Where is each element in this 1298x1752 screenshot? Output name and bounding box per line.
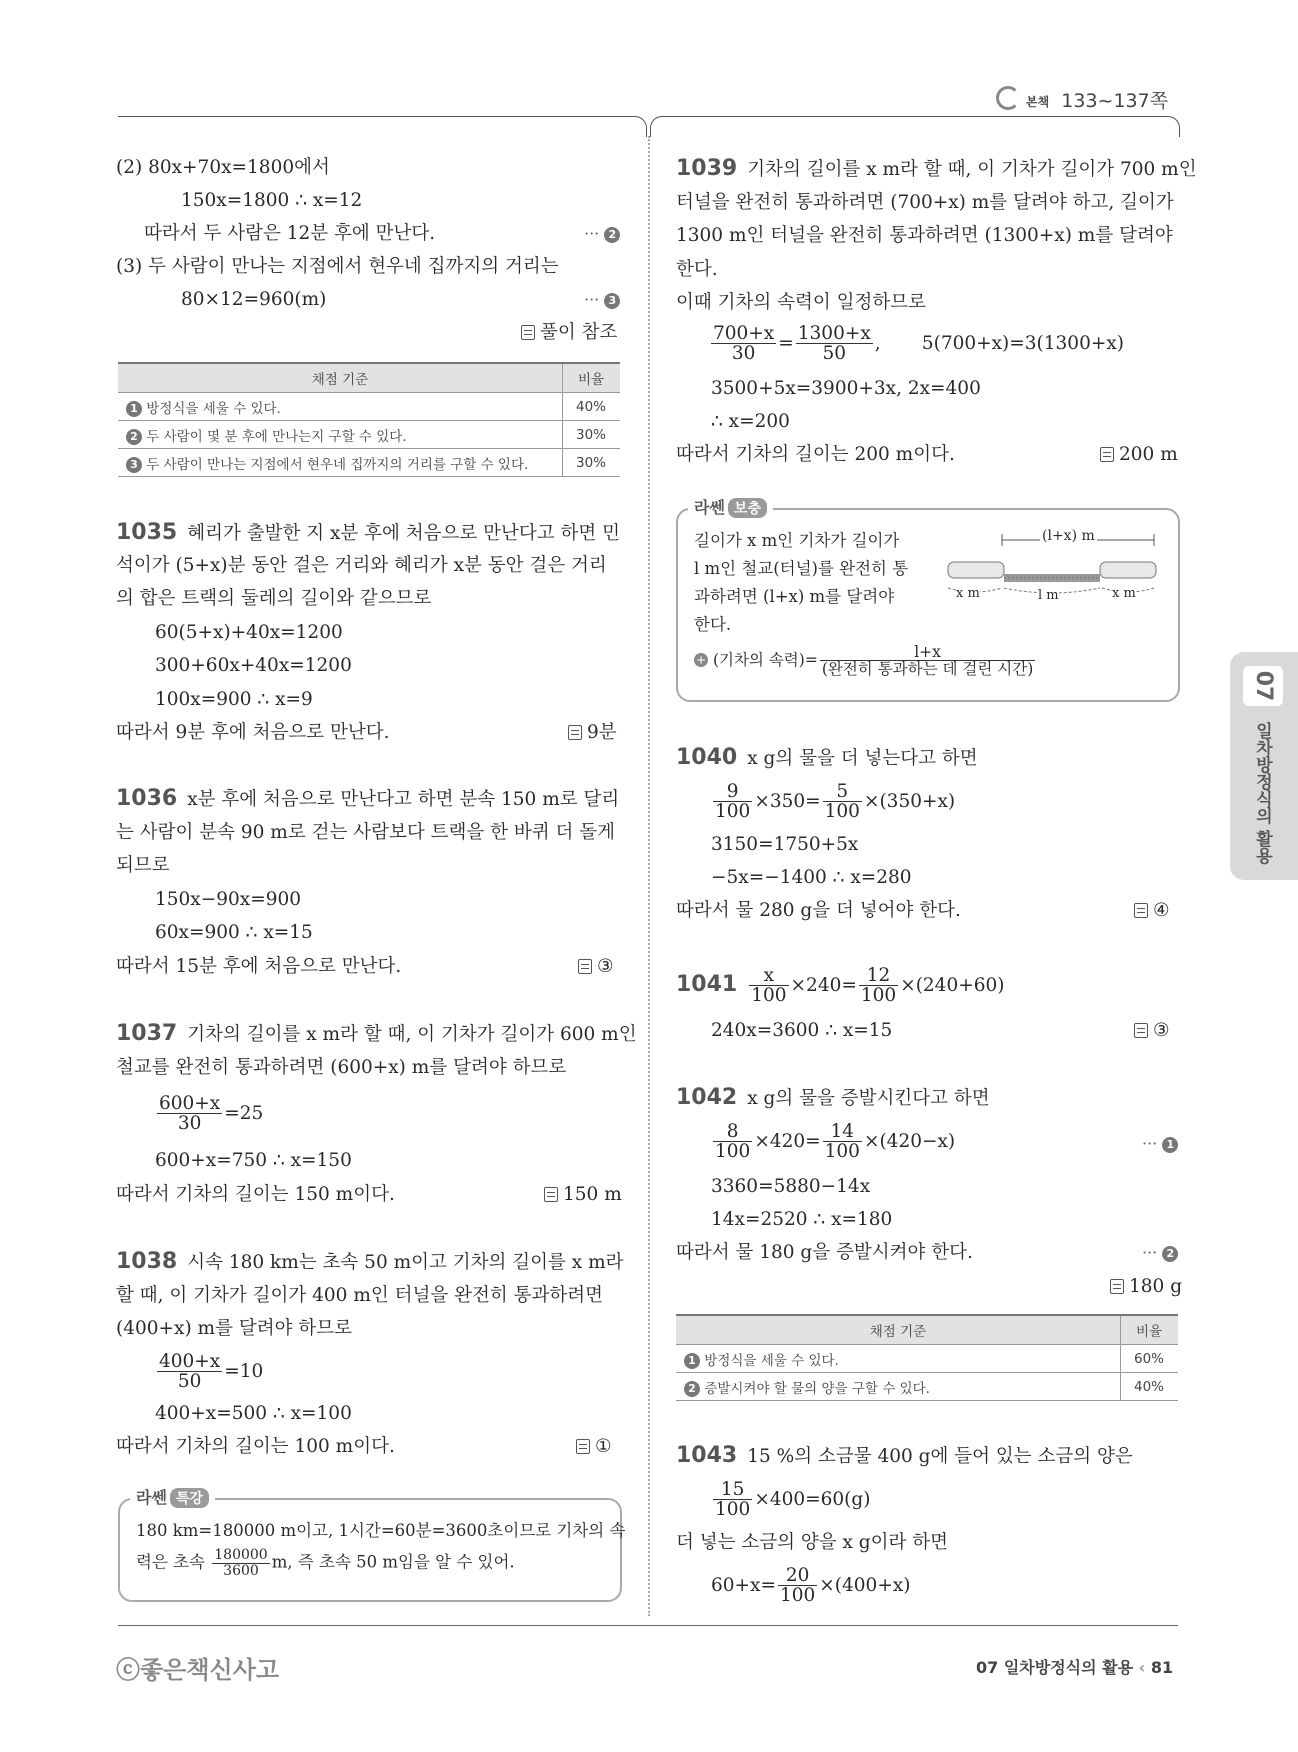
- problem-1037: 1037 기차의 길이를 x m라 할 때, 이 기차가 길이가 600 m인: [116, 1021, 637, 1046]
- equation: 60(5+x)+40x=1200: [155, 622, 343, 643]
- fraction: $\frac{400+x}{50}$: [159, 1351, 221, 1393]
- step-marker: ··· 2: [584, 224, 620, 243]
- answer: ③: [578, 954, 614, 980]
- grading-table: [676, 1314, 1178, 1401]
- tip-badge: 특강: [170, 1488, 209, 1508]
- answer: ③: [1134, 1018, 1170, 1044]
- answer-icon: [1100, 447, 1114, 462]
- equation: 3500+5x=3900+3x, 2x=400: [711, 378, 981, 399]
- grading-table: [118, 362, 620, 477]
- equation: 240x=3600 ∴ x=15: [711, 1020, 893, 1041]
- fraction: $\frac{1300+x}{50}$: [797, 323, 871, 365]
- answer: 200 m: [1100, 442, 1178, 468]
- line: (2) 80x+70x=1800에서: [116, 157, 330, 178]
- diagram-label-train: x m: [956, 586, 980, 601]
- line: 철교를 완전히 통과하려면 (600+x) m를 달려야 하므로: [116, 1057, 567, 1078]
- equation: 150x−90x=900: [155, 889, 302, 910]
- tip-line: l m인 철교(터널)를 완전히 통: [694, 559, 909, 578]
- diagram-label-bridge: l m: [1038, 588, 1059, 603]
- equation: $\frac{600+x}{30}$ =25: [159, 1093, 264, 1135]
- table-row: 3 두 사람이 만나는 지점에서 현우네 집까지의 거리를 구할 수 있다. 30%: [118, 449, 620, 477]
- equation: 14x=2520 ∴ x=180: [711, 1209, 893, 1230]
- problem-1041: 1041 $\frac{x}{100}$ ×240= $\frac{12}{100}$ ×(240+60): [676, 965, 1005, 1007]
- book-label: 본책: [1026, 95, 1050, 109]
- problem-number: 1036: [116, 786, 178, 811]
- tip-line: 과하려면 (l+x) m를 달려야: [694, 587, 895, 606]
- problem-1035: 1035 혜리가 출발한 지 x분 후에 처음으로 만난다고 하면 민: [116, 520, 621, 545]
- conclusion: 따라서 기차의 길이는 150 m이다.: [116, 1184, 395, 1205]
- fraction: $\frac{x}{100}$: [751, 965, 787, 1007]
- answer: 풀이 참조: [521, 320, 617, 346]
- fraction: $\frac{5}{100}$: [824, 781, 860, 823]
- fraction: $\frac{9}{100}$: [715, 781, 751, 823]
- equation: 3360=5880−14x: [711, 1176, 871, 1197]
- conclusion: 따라서 물 280 g을 더 넣어야 한다.: [676, 900, 961, 921]
- page-header: [996, 86, 1168, 113]
- line: (3) 두 사람이 만나는 지점에서 현우네 집까지의 거리는: [116, 256, 559, 277]
- problem-number: 1035: [116, 520, 178, 545]
- table-row: 1 방정식을 세울 수 있다. 60%: [676, 1345, 1178, 1373]
- problem-number: 1039: [676, 156, 738, 181]
- line: 이때 기차의 속력이 일정하므로: [676, 292, 926, 313]
- conclusion: 따라서 15분 후에 처음으로 만난다.: [116, 956, 402, 977]
- answer-icon: [521, 325, 535, 340]
- problem-number: 1038: [116, 1249, 178, 1274]
- column-divider: [648, 136, 650, 1616]
- equation: 600+x=750 ∴ x=150: [155, 1150, 352, 1171]
- line: 더 넣는 소금의 양을 x g이라 하면: [676, 1532, 949, 1553]
- equation: 60+x= $\frac{20}{100}$ ×(400+x): [711, 1565, 911, 1607]
- table-row: 2 증발시켜야 할 물의 양을 구할 수 있다. 40%: [676, 1373, 1178, 1401]
- chevron-left-icon: ‹: [1138, 1658, 1146, 1677]
- fraction: $\frac{8}{100}$: [715, 1121, 751, 1163]
- conclusion: 따라서 기차의 길이는 100 m이다.: [116, 1436, 395, 1457]
- grading-header: 채점 기준: [676, 1315, 1121, 1345]
- line: 한다.: [676, 259, 718, 280]
- answer-icon: [576, 1439, 590, 1454]
- problem-1042: 1042 x g의 물을 증발시킨다고 하면: [676, 1085, 990, 1110]
- problem-number: 1041: [676, 971, 738, 997]
- page-range: 133~137쪽: [1061, 90, 1169, 112]
- conclusion: 따라서 물 180 g을 증발시켜야 한다.: [676, 1242, 973, 1263]
- equation: 80×12=960(m): [181, 289, 327, 310]
- tip-line: 길이가 x m인 기차가 길이가: [694, 531, 900, 550]
- fraction: $\frac{700+x}{30}$: [713, 323, 775, 365]
- line: 터널을 완전히 통과하려면 (700+x) m를 달려야 하고, 길이가: [676, 192, 1174, 213]
- equation: $\frac{400+x}{50}$ =10: [159, 1351, 264, 1393]
- ratio-header: 비율: [563, 363, 621, 393]
- publisher-logo: ⓒ좋은책신사고: [116, 1656, 280, 1684]
- equation: ∴ x=200: [711, 411, 790, 432]
- line: 1300 m인 터널을 완전히 통과하려면 (1300+x) m를 달려야: [676, 225, 1173, 246]
- equation: 400+x=500 ∴ x=100: [155, 1403, 352, 1424]
- table-row: 2 두 사람이 몇 분 후에 만나는지 구할 수 있다. 30%: [118, 421, 620, 449]
- problem-number: 1037: [116, 1021, 178, 1046]
- tip-badge: 보충: [728, 498, 767, 518]
- page-number: 81: [1150, 1658, 1174, 1677]
- problem-1039: 1039 기차의 길이를 x m라 할 때, 이 기차가 길이가 700 m인: [676, 156, 1197, 181]
- answer: 9분: [568, 720, 617, 746]
- line: 되므로: [116, 855, 170, 876]
- equation: $\frac{15}{100}$ ×400=60(g): [715, 1479, 871, 1521]
- refresh-arrow-icon: [996, 86, 1020, 110]
- equation: 300+60x+40x=1200: [155, 655, 352, 676]
- fraction: $\frac{l+x}{\text{(완전히 통과하는 데 걸린 시간)}}$: [821, 643, 1034, 679]
- line: 따라서 두 사람은 12분 후에 만난다.: [144, 223, 436, 244]
- conclusion: 따라서 9분 후에 처음으로 만난다.: [116, 722, 390, 743]
- tip-line: 180 km=180000 m이고, 1시간=60분=3600초이므로 기차의 속: [136, 1521, 626, 1540]
- line: 할 때, 이 기차가 길이가 400 m인 터널을 완전히 통과하려면: [116, 1285, 603, 1306]
- chapter-number: 07: [1243, 666, 1283, 706]
- tip-formula: + (기차의 속력)= $\frac{l+x}{\text{(완전히 통과하는 데 걸린 시간)}}$: [695, 643, 1034, 679]
- line: 의 합은 트랙의 둘레의 길이와 같으므로: [116, 588, 432, 609]
- tip-line: 한다.: [694, 615, 732, 634]
- fraction: $\frac{14}{100}$: [824, 1121, 860, 1163]
- answer-icon: [544, 1187, 558, 1202]
- problem-1038: 1038 시속 180 km는 초속 50 m이고 기차의 길이를 x m라: [116, 1249, 624, 1274]
- answer: 150 m: [544, 1182, 622, 1208]
- equation: 100x=900 ∴ x=9: [155, 689, 313, 710]
- chapter-title: 일차방정식의 활용: [1252, 722, 1272, 864]
- step-marker: ··· 3: [584, 290, 620, 309]
- answer: ④: [1134, 898, 1170, 924]
- tip-title: 라쎈 특강: [130, 1485, 215, 1508]
- answer-icon: [1134, 903, 1148, 918]
- problem-1040: 1040 x g의 물을 더 넣는다고 하면: [676, 745, 978, 770]
- answer-icon: [1134, 1023, 1148, 1038]
- ratio-header: 비율: [1121, 1315, 1179, 1345]
- equation: $\frac{9}{100}$ ×350= $\frac{5}{100}$ ×(350+x): [715, 781, 956, 823]
- footer-chapter: 07 일차방정식의 활용 ‹ 81: [976, 1658, 1174, 1677]
- answer-icon: [578, 959, 592, 974]
- diagram-label-total: (l+x) m: [1042, 528, 1095, 544]
- equation: 150x=1800 ∴ x=12: [181, 190, 363, 211]
- fraction: $\frac{12}{100}$: [860, 965, 897, 1007]
- answer: ①: [576, 1434, 612, 1460]
- problem-1036: 1036 x분 후에 처음으로 만난다고 하면 분속 150 m로 달리: [116, 786, 620, 811]
- fraction: $\frac{600+x}{30}$: [159, 1093, 221, 1135]
- equation: 60x=900 ∴ x=15: [155, 922, 313, 943]
- tip-title: 라쎈 보충: [688, 495, 773, 518]
- equation: $\frac{8}{100}$ ×420= $\frac{14}{100}$ ×(420−x): [715, 1121, 956, 1163]
- line: 석이가 (5+x)분 동안 걸은 거리와 혜리가 x분 동안 걸은 거리: [116, 555, 607, 576]
- answer-icon: [568, 725, 582, 740]
- bottom-rule: [118, 1625, 1178, 1626]
- equation: −5x=−1400 ∴ x=280: [711, 867, 912, 888]
- diagram-label-train: x m: [1112, 586, 1136, 601]
- equation: 3150=1750+5x: [711, 834, 859, 855]
- chapter-side-tab: [1230, 652, 1298, 880]
- answer-icon: [1110, 1279, 1124, 1294]
- conclusion: 따라서 기차의 길이는 200 m이다.: [676, 444, 955, 465]
- problem-number: 1043: [676, 1443, 738, 1468]
- fraction: $\frac{15}{100}$: [715, 1479, 751, 1521]
- problem-number: 1040: [676, 745, 738, 770]
- problem-1043: 1043 15 %의 소금물 400 g에 들어 있는 소금의 양은: [676, 1443, 1133, 1468]
- problem-number: 1042: [676, 1085, 738, 1110]
- answer: 180 g: [1110, 1274, 1182, 1300]
- top-frame-left: [118, 116, 647, 137]
- train-bridge-diagram: [944, 528, 1162, 608]
- table-row: 1 방정식을 세울 수 있다. 40%: [118, 393, 620, 421]
- fraction: $\frac{180000}{3600}$: [214, 1547, 268, 1579]
- plus-circle-icon: +: [695, 652, 707, 667]
- step-marker: ··· 1: [1142, 1134, 1178, 1153]
- tip-line: 력은 초속 $\frac{180000}{3600}$ m, 즉 초속 50 m임을 알 수 있어.: [136, 1547, 515, 1579]
- equation: $\frac{700+x}{30}$ = $\frac{1300+x}{50}$ , 5(700+x)=3(1300+x): [713, 323, 1125, 365]
- grading-header: 채점 기준: [118, 363, 563, 393]
- line: (400+x) m를 달려야 하므로: [116, 1318, 352, 1339]
- fraction: $\frac{20}{100}$: [779, 1565, 816, 1607]
- step-marker: ··· 2: [1142, 1243, 1178, 1262]
- line: 는 사람이 분속 90 m로 걷는 사람보다 트랙을 한 바퀴 더 돌게: [116, 822, 615, 843]
- top-frame-right: [650, 116, 1180, 137]
